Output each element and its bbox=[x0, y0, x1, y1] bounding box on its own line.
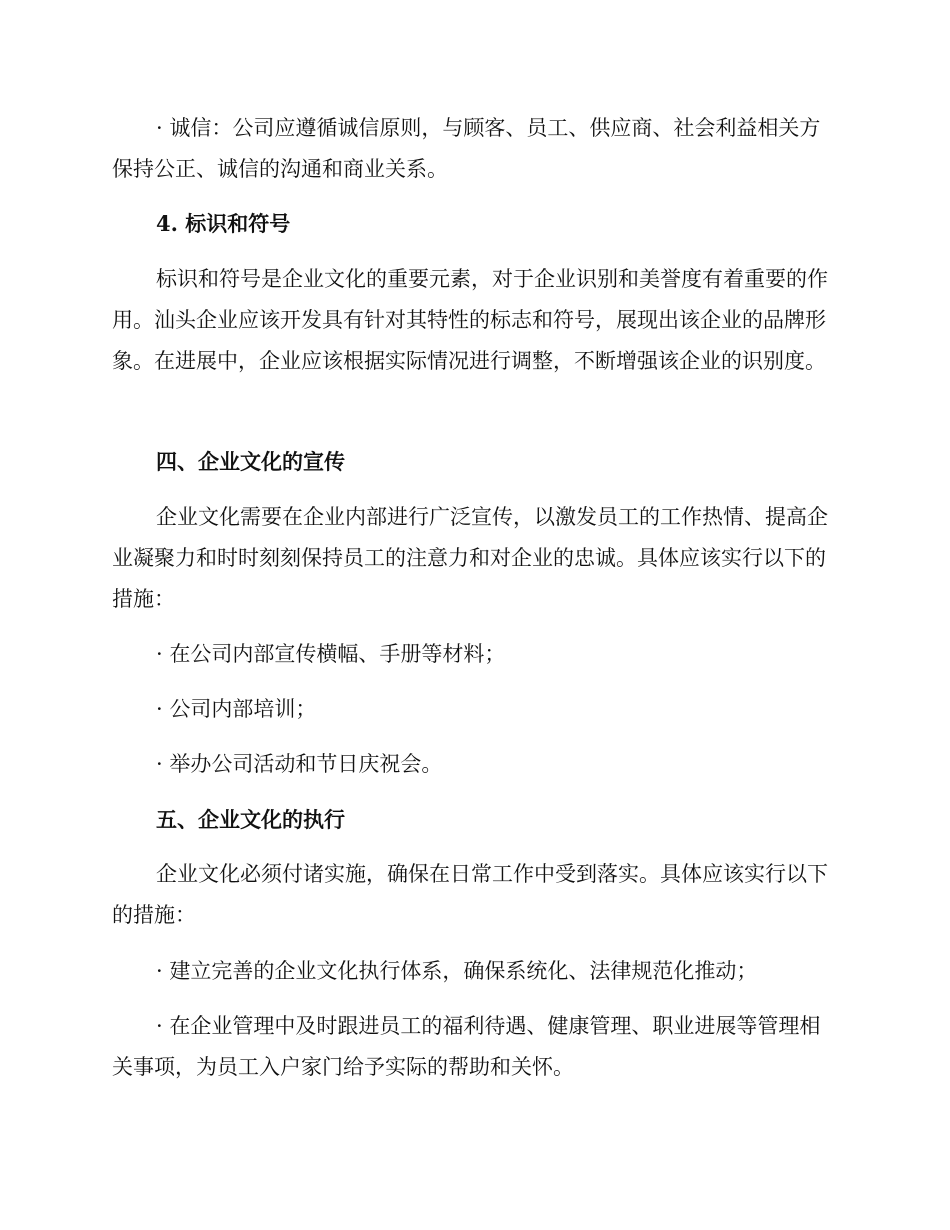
bullet-training: · 公司内部培训； bbox=[156, 697, 317, 721]
bullet-employee-care: · 在企业管理中及时跟进员工的福利待遇、健康管理、职业进展等管理相关事项，为员工入户家门给予实际的帮助和关怀。 bbox=[112, 1014, 821, 1079]
bullet-activities: · 举办公司活动和节日庆祝会。 bbox=[156, 752, 443, 776]
bullet-banners: · 在公司内部宣传横幅、手册等材料； bbox=[156, 642, 506, 666]
bullet-execution-system: · 建立完善的企业文化执行体系，确保系统化、法律规范化推动； bbox=[156, 959, 758, 983]
bullet-integrity: · 诚信：公司应遵循诚信原则，与顾客、员工、供应商、社会利益相关方保持公正、诚信的沟通和商业关系。 bbox=[112, 116, 821, 181]
paragraph-logo-symbols: 标识和符号是企业文化的重要元素，对于企业识别和美誉度有着重要的作用。汕头企业应该开发具有针对其特性的标志和符号，展现出该企业的品牌形象。在进展中，企业应该根据实际情况进行调整，不断增强该企业的识别度。 bbox=[112, 267, 828, 373]
heading-culture-promotion: 四、企业文化的宣传 bbox=[156, 449, 345, 474]
heading-culture-execution: 五、企业文化的执行 bbox=[156, 807, 345, 832]
paragraph-culture-execution: 企业文化必须付诸实施，确保在日常工作中受到落实。具体应该实行以下的措施： bbox=[112, 862, 828, 927]
heading-logo-symbols: 4. 标识和符号 bbox=[156, 211, 291, 236]
paragraph-culture-promotion: 企业文化需要在企业内部进行广泛宣传，以激发员工的工作热情、提高企业凝聚力和时时刻刻保持员工的注意力和对企业的忠诚。具体应该实行以下的措施： bbox=[112, 505, 828, 611]
